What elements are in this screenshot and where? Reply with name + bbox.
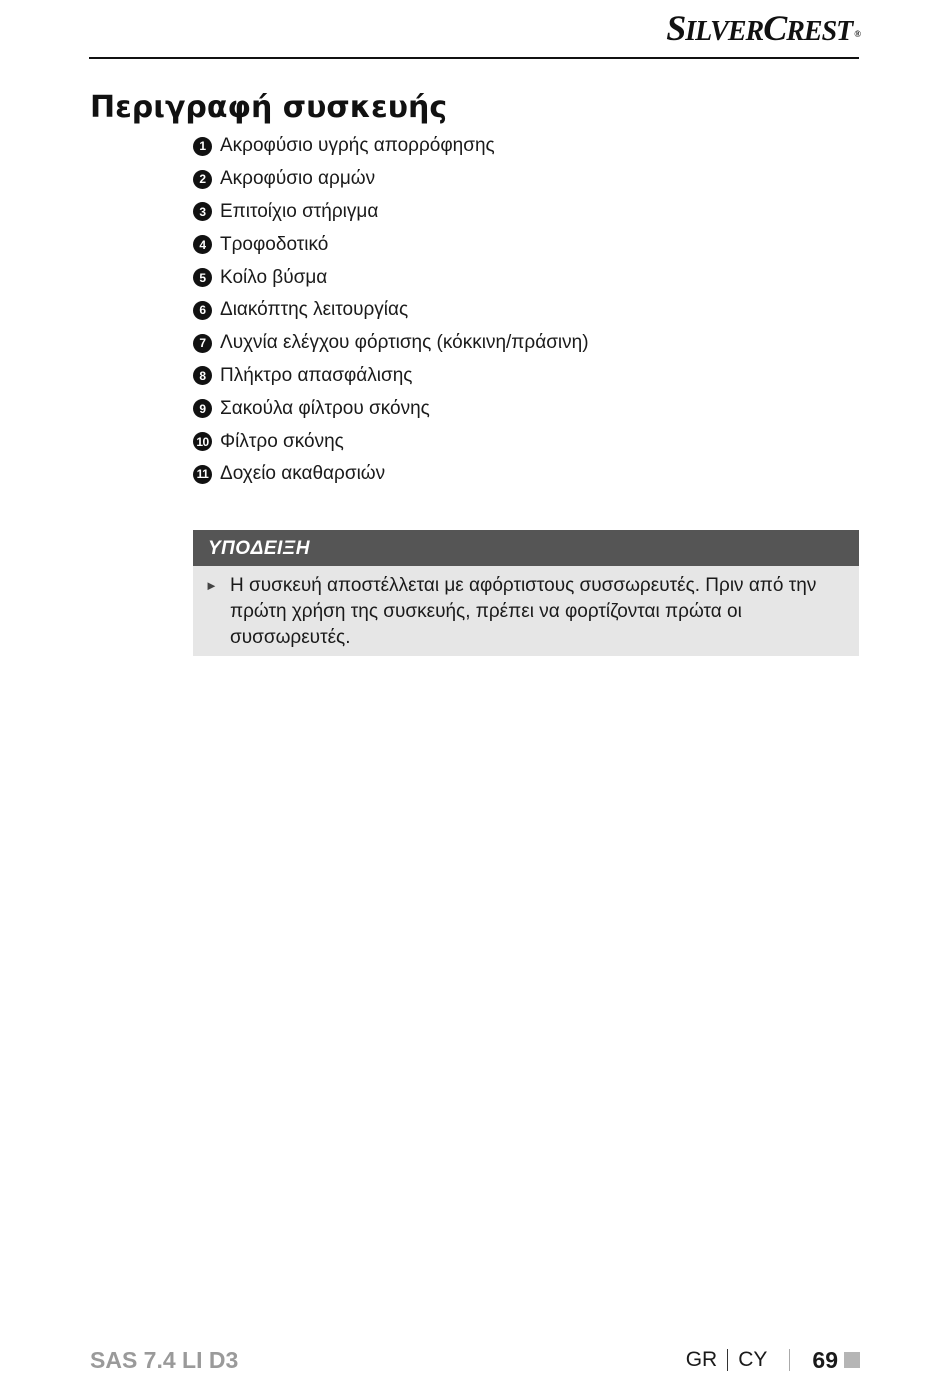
part-label: Λυχνία ελέγχου φόρτισης (κόκκινη/πράσινη) (220, 332, 589, 354)
footer-page-info (686, 1345, 860, 1375)
part-label: Τροφοδοτικό (220, 233, 329, 255)
part-label: Κοίλο βύσμα (220, 266, 328, 288)
part-label: Φίλτρο σκόνης (220, 430, 344, 452)
brand-logo: SILVERCREST ® (666, 8, 860, 48)
number-badge: 3 (193, 202, 212, 221)
number-badge: 6 (193, 301, 212, 320)
footer-lang-cy: CY (738, 1348, 768, 1371)
header-divider (89, 57, 859, 59)
note-heading: ΥΠΟΔΕΙΞΗ (193, 530, 859, 566)
note-body (193, 566, 859, 656)
list-item (193, 458, 589, 491)
part-label: Ακροφύσιο υγρής απορρόφησης (220, 135, 495, 157)
list-item (193, 392, 589, 425)
footer-divider (727, 1349, 728, 1371)
list-item (193, 425, 589, 458)
number-badge: 8 (193, 366, 212, 385)
list-item (193, 327, 589, 360)
part-label: Δοχείο ακαθαρσιών (220, 463, 386, 485)
arrow-right-icon: ► (205, 578, 218, 593)
number-badge: 11 (193, 465, 212, 484)
part-label: Διακόπτης λειτουργίας (220, 299, 409, 321)
number-badge: 10 (193, 432, 212, 451)
part-label: Ακροφύσιο αρμών (220, 168, 376, 190)
list-item (193, 228, 589, 261)
list-item (193, 294, 589, 327)
list-item (193, 130, 589, 163)
number-badge: 9 (193, 399, 212, 418)
number-badge: 5 (193, 268, 212, 287)
parts-list (193, 130, 589, 491)
page-title: Περιγραφή συσκευής (90, 90, 448, 125)
note-box (193, 530, 859, 656)
list-item (193, 163, 589, 196)
note-text: Η συσκευή αποστέλλεται με αφόρτιστους συσσωρευτές. Πριν από την πρώτη χρήση της συσκευής, πρέπει να φορτίζονται πρώτα οι συσσωρευτές. (230, 575, 817, 648)
number-badge: 7 (193, 334, 212, 353)
footer-divider (789, 1349, 790, 1371)
part-label: Επιτοίχιο στήριγμα (220, 200, 379, 222)
page-marker-icon (844, 1352, 860, 1368)
part-label: Σακούλα φίλτρου σκόνης (220, 397, 430, 419)
list-item (193, 261, 589, 294)
part-label: Πλήκτρο απασφάλισης (220, 364, 413, 386)
footer-lang-gr: GR (685, 1348, 718, 1371)
list-item (193, 196, 589, 229)
number-badge: 1 (193, 137, 212, 156)
page-number: 69 (812, 1346, 838, 1373)
footer-model: SAS 7.4 LI D3 (90, 1347, 239, 1373)
number-badge: 4 (193, 235, 212, 254)
list-item (193, 360, 589, 393)
number-badge: 2 (193, 170, 212, 189)
